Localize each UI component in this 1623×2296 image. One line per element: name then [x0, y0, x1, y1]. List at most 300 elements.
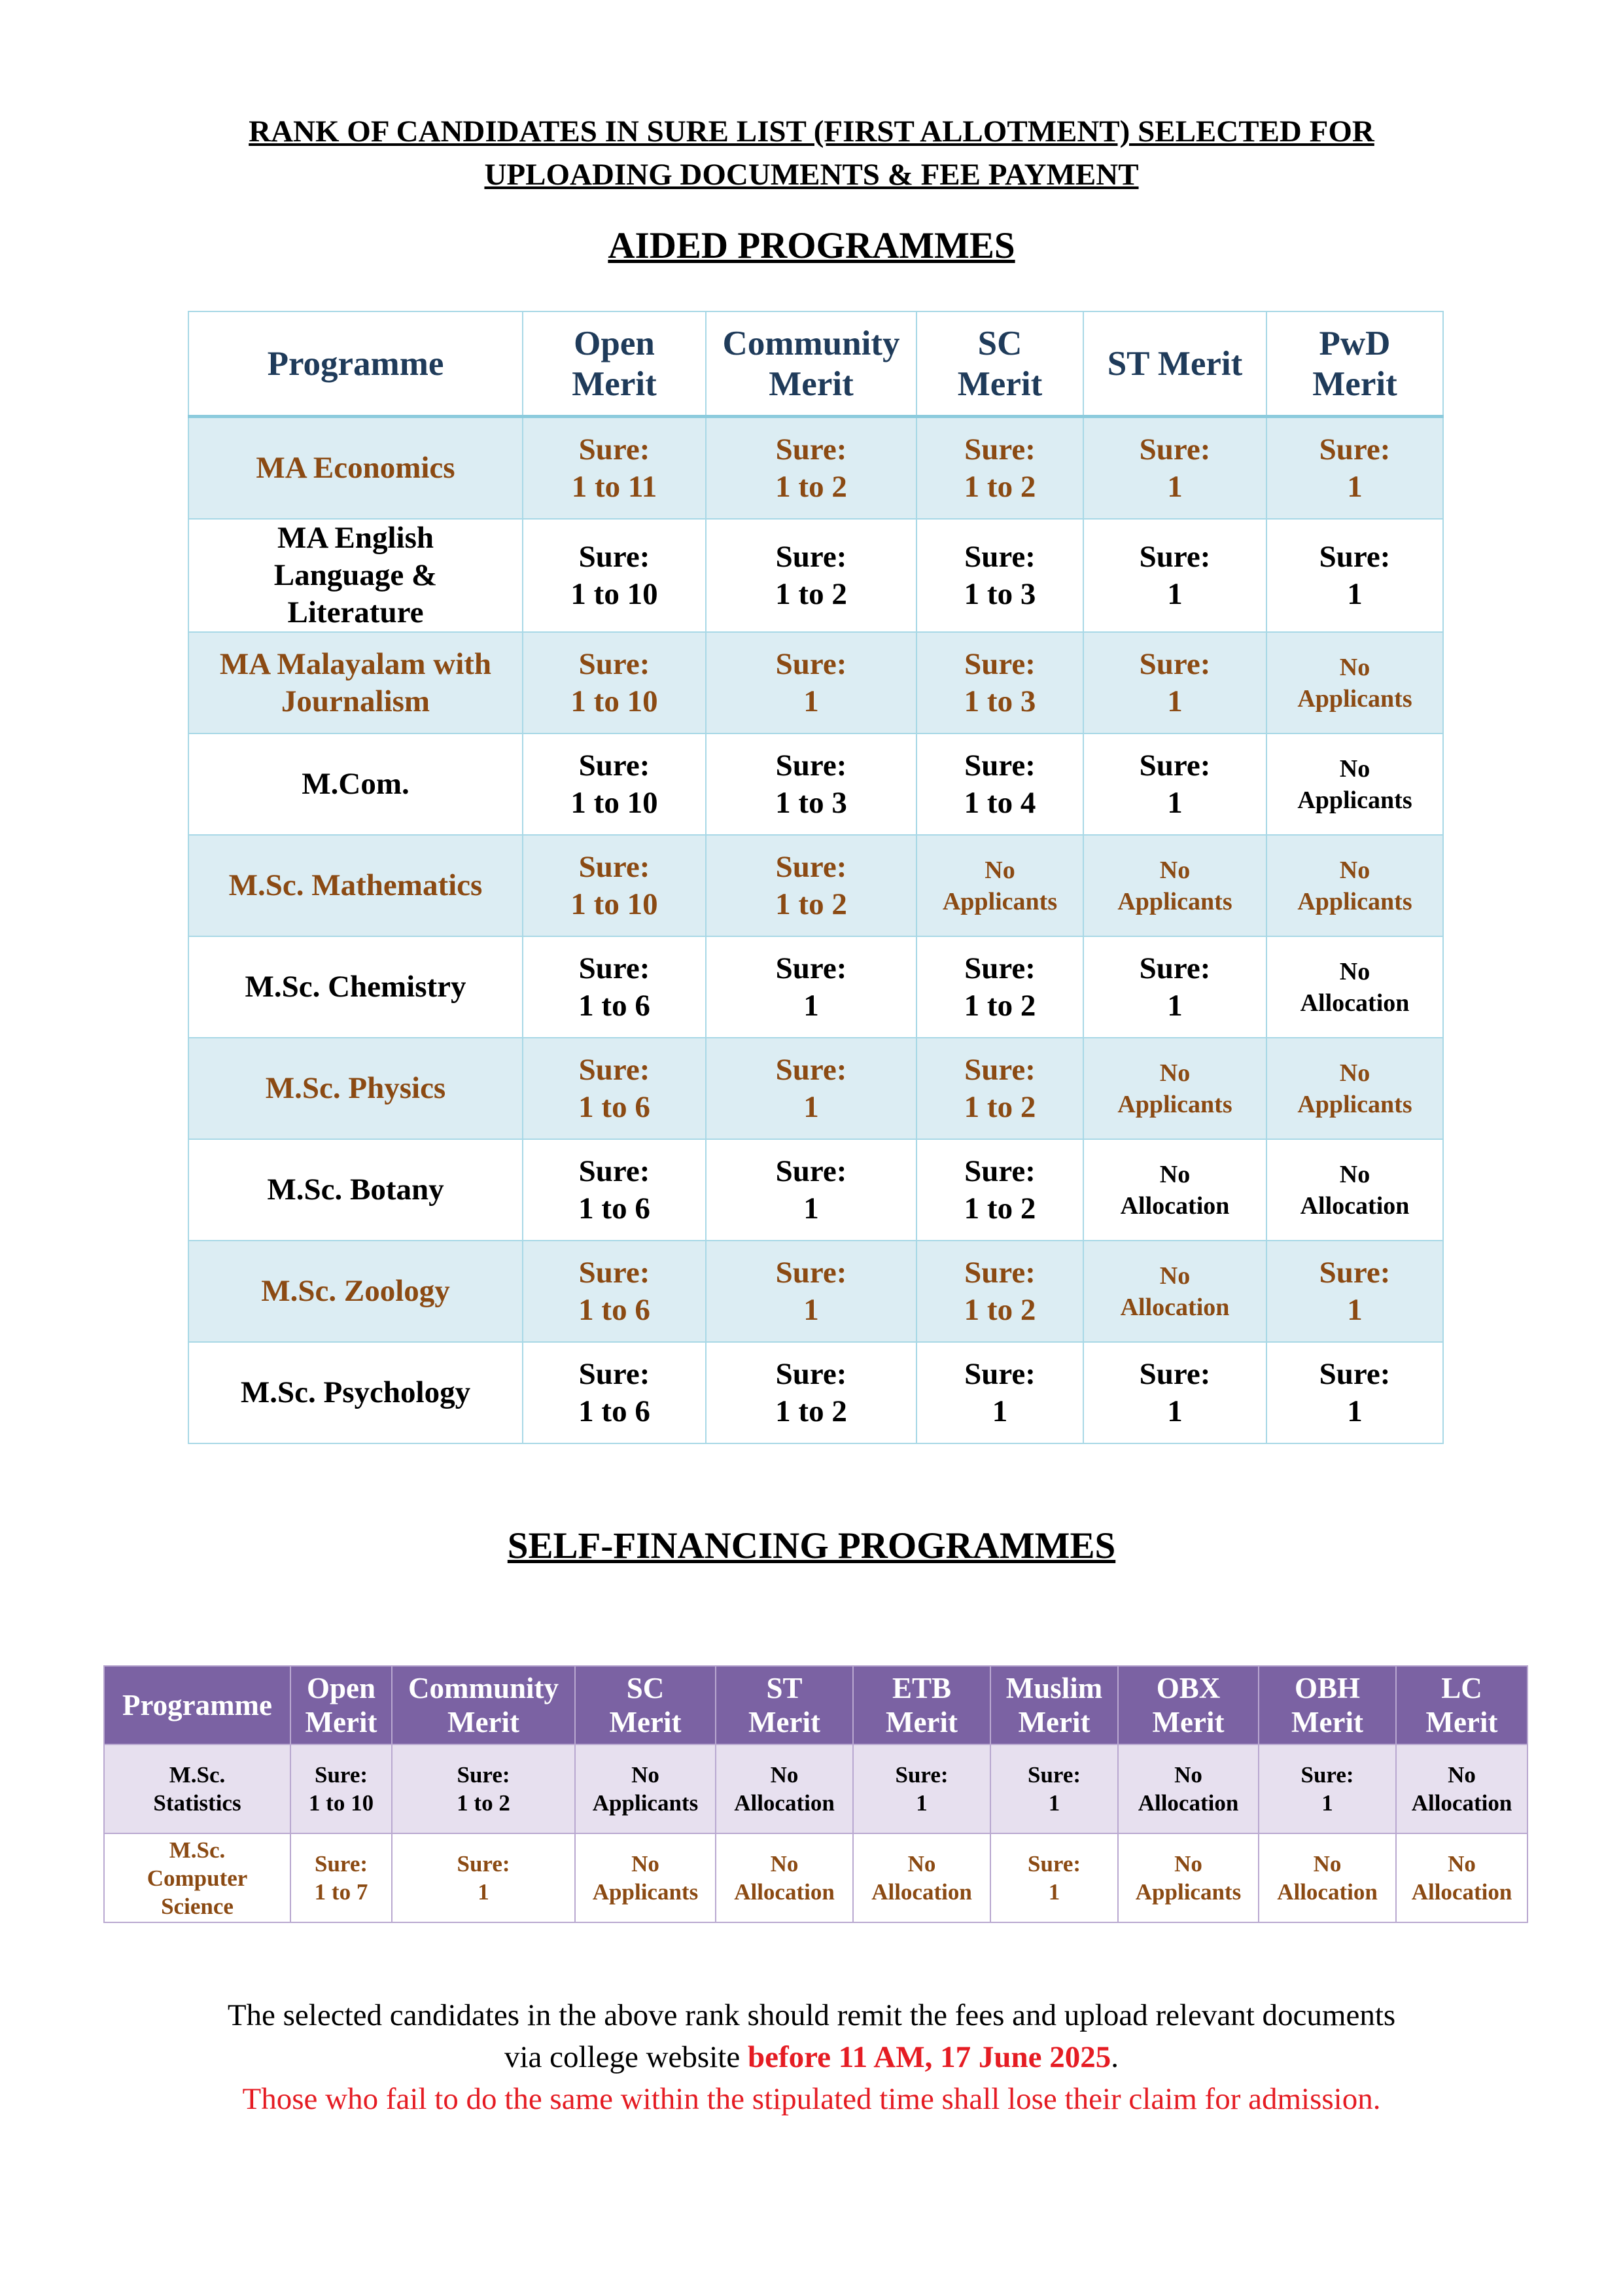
rank-cell	[706, 1038, 916, 1139]
rank-cell	[706, 733, 916, 835]
rank-cell-line: 1 to 2	[964, 988, 1036, 1023]
programme-name-line: Statistics	[153, 1790, 241, 1816]
rank-cell-line: Sure:	[775, 1154, 847, 1188]
rank-cell-line: 1 to 2	[775, 576, 847, 611]
programme-cell	[188, 835, 523, 936]
rank-cell	[853, 1744, 990, 1833]
programme-cell	[104, 1744, 290, 1833]
rank-cell-line: 1	[803, 684, 819, 718]
self-financing-header-row	[104, 1666, 1527, 1744]
programme-cell	[188, 632, 523, 733]
rank-cell-line: Sure:	[1027, 1851, 1081, 1877]
rank-cell-line: Allocation	[1300, 1192, 1410, 1220]
column-header-line: Merit	[1312, 364, 1397, 403]
rank-cell-line: Applicants	[942, 887, 1058, 915]
programme-name-line: M.Sc.	[169, 1837, 226, 1863]
programme-name-line: Language &	[273, 558, 438, 592]
rank-cell-line: No	[1174, 1851, 1202, 1877]
column-header	[1118, 1666, 1259, 1744]
programme-name-line: MA English	[277, 521, 434, 555]
rank-cell	[1396, 1744, 1527, 1833]
rank-cell-line: 1 to 4	[964, 785, 1036, 820]
rank-cell-line: No	[1159, 1059, 1191, 1087]
rank-cell	[916, 835, 1083, 936]
rank-cell-line: Sure:	[578, 748, 650, 783]
rank-cell	[523, 936, 706, 1038]
column-header-line: Merit	[1291, 1706, 1363, 1739]
rank-cell-line: Sure:	[1139, 951, 1211, 985]
column-header-line: Merit	[305, 1706, 377, 1739]
rank-cell	[706, 519, 916, 632]
rank-cell-line: Allocation	[871, 1879, 972, 1905]
column-header-line: SC	[626, 1672, 665, 1704]
rank-cell-line: Sure:	[1319, 539, 1391, 574]
rank-cell	[916, 1241, 1083, 1342]
column-header-line: Open	[306, 1672, 376, 1704]
aided-programmes-table	[188, 311, 1444, 1444]
rank-cell-line: Sure:	[578, 849, 650, 884]
rank-cell-line: Sure:	[578, 1356, 650, 1391]
rank-cell-line: Sure:	[1139, 1356, 1211, 1391]
rank-cell-line: Allocation	[1411, 1790, 1512, 1816]
rank-cell-line: No	[1174, 1762, 1202, 1788]
rank-cell-line: Sure:	[964, 1154, 1036, 1188]
rank-cell	[990, 1744, 1118, 1833]
column-header-line: PwD	[1319, 324, 1391, 362]
aided-section-title: AIDED PROGRAMMES	[608, 225, 1015, 266]
rank-cell-line: Sure:	[578, 1052, 650, 1087]
column-header	[1266, 311, 1443, 417]
rank-cell-line: Sure:	[895, 1762, 949, 1788]
column-header-line: Merit	[748, 1706, 820, 1739]
rank-cell-line: Sure:	[314, 1851, 368, 1877]
rank-cell	[1083, 417, 1266, 520]
rank-cell	[1083, 519, 1266, 632]
rank-cell	[1396, 1833, 1527, 1922]
rank-cell-line: 1 to 2	[964, 1089, 1036, 1124]
rank-cell-line: 1	[1167, 576, 1183, 611]
table-row	[188, 1139, 1443, 1241]
rank-cell	[575, 1833, 716, 1922]
rank-cell-line: 1	[1048, 1879, 1060, 1905]
rank-cell-line: Sure:	[1139, 432, 1211, 467]
rank-cell	[1083, 1241, 1266, 1342]
column-header	[706, 311, 916, 417]
document-title-line-2: UPLOADING DOCUMENTS & FEE PAYMENT	[484, 158, 1139, 192]
rank-cell	[1083, 632, 1266, 733]
rank-cell	[706, 1139, 916, 1241]
rank-cell-line: 1 to 6	[578, 1191, 650, 1226]
rank-cell-line: Sure:	[775, 432, 847, 467]
column-header	[575, 1666, 716, 1744]
rank-cell-line: Applicants	[1297, 786, 1412, 814]
rank-cell-line: Sure:	[314, 1762, 368, 1788]
rank-cell	[1266, 1139, 1443, 1241]
rank-cell	[523, 417, 706, 520]
rank-cell	[716, 1833, 853, 1922]
rank-cell-line: Allocation	[1120, 1293, 1230, 1321]
rank-cell-line: Sure:	[964, 646, 1036, 681]
programme-cell	[188, 1038, 523, 1139]
rank-cell-line: 1	[1048, 1790, 1060, 1816]
rank-cell	[392, 1833, 575, 1922]
rank-cell-line: 1 to 2	[964, 1292, 1036, 1327]
programme-cell	[188, 1342, 523, 1443]
rank-cell	[916, 1342, 1083, 1443]
rank-cell-line: 1	[916, 1790, 928, 1816]
rank-cell-line: Allocation	[1411, 1879, 1512, 1905]
rank-cell	[916, 1139, 1083, 1241]
column-header-line: Merit	[609, 1706, 682, 1739]
rank-cell	[916, 417, 1083, 520]
column-header-line: ST	[766, 1672, 803, 1704]
table-row	[188, 632, 1443, 733]
rank-cell-line: 1 to 10	[570, 684, 658, 718]
rank-cell	[523, 1038, 706, 1139]
rank-cell-line: 1	[1167, 1394, 1183, 1428]
rank-cell-line: Sure:	[964, 1356, 1036, 1391]
rank-cell-line: 1	[1347, 469, 1363, 504]
rank-cell-line: 1 to 2	[775, 1394, 847, 1428]
self-financing-section-title: SELF-FINANCING PROGRAMMES	[507, 1525, 1116, 1566]
rank-cell-line: 1 to 10	[570, 576, 658, 611]
rank-cell-line: Sure:	[964, 748, 1036, 783]
programme-cell	[188, 519, 523, 632]
programme-cell	[188, 1241, 523, 1342]
rank-cell-line: 1 to 6	[578, 1394, 650, 1428]
programme-name-line: M.Sc.	[169, 1762, 226, 1788]
rank-cell	[1266, 519, 1443, 632]
rank-cell	[1266, 1342, 1443, 1443]
column-header-line: Merit	[1425, 1706, 1498, 1739]
rank-cell-line: Sure:	[775, 539, 847, 574]
rank-cell-line: No	[1339, 754, 1370, 783]
rank-cell	[575, 1744, 716, 1833]
rank-cell-line: Applicants	[1135, 1879, 1242, 1905]
rank-cell-line: 1	[1347, 1394, 1363, 1428]
rank-cell	[1083, 936, 1266, 1038]
rank-cell	[392, 1744, 575, 1833]
column-header-line: Programme	[122, 1689, 273, 1722]
column-header-line: Programme	[267, 344, 444, 383]
rank-cell	[1266, 632, 1443, 733]
column-header-line: Community	[722, 324, 900, 362]
table-row	[188, 519, 1443, 632]
rank-cell-line: No	[1448, 1762, 1476, 1788]
programme-cell	[188, 733, 523, 835]
rank-cell-line: Sure:	[775, 748, 847, 783]
rank-cell-line: 1 to 3	[775, 785, 847, 820]
column-header	[523, 311, 706, 417]
rank-cell	[1083, 1038, 1266, 1139]
column-header	[716, 1666, 853, 1744]
rank-cell	[523, 1139, 706, 1241]
rank-cell-line: Applicants	[592, 1879, 699, 1905]
rank-cell-line: Applicants	[1117, 1090, 1232, 1118]
rank-cell	[706, 417, 916, 520]
rank-cell-line: No	[1339, 1059, 1370, 1087]
rank-cell-line: Sure:	[1027, 1762, 1081, 1788]
programme-name-line: M.Sc. Chemistry	[245, 970, 466, 1004]
rank-cell-line: No	[1339, 957, 1370, 985]
aided-header-row	[188, 311, 1443, 417]
column-header-line: OBH	[1294, 1672, 1361, 1704]
column-header-line: LC	[1441, 1672, 1482, 1704]
rank-cell-line: No	[907, 1851, 936, 1877]
programme-name-line: M.Sc. Psychology	[240, 1375, 471, 1409]
rank-cell-line: No	[770, 1762, 799, 1788]
rank-cell-line: 1 to 6	[578, 1089, 650, 1124]
rank-cell-line: Allocation	[1300, 989, 1410, 1017]
rank-cell-line: Sure:	[1300, 1762, 1354, 1788]
table-row	[188, 417, 1443, 520]
rank-cell-line: Applicants	[1117, 887, 1232, 915]
rank-cell	[916, 519, 1083, 632]
programme-name-line: Journalism	[281, 684, 430, 718]
rank-cell	[1259, 1833, 1396, 1922]
column-header-line: Merit	[886, 1706, 958, 1739]
rank-cell-line: No	[770, 1851, 799, 1877]
programme-name-line: M.Sc. Zoology	[261, 1274, 450, 1308]
rank-cell-line: No	[1159, 856, 1191, 884]
rank-cell-line: Sure:	[964, 1255, 1036, 1290]
rank-cell-line: Sure:	[964, 951, 1036, 985]
rank-cell	[1083, 733, 1266, 835]
rank-cell-line: Sure:	[964, 1052, 1036, 1087]
column-header	[990, 1666, 1118, 1744]
programme-name-line: MA Malayalam with	[219, 646, 492, 681]
rank-cell-line: 1 to 3	[964, 684, 1036, 718]
rank-cell	[1266, 1038, 1443, 1139]
column-header-line: Merit	[1152, 1706, 1225, 1739]
column-header	[1259, 1666, 1396, 1744]
rank-cell-line: Applicants	[592, 1790, 699, 1816]
rank-cell-line: No	[631, 1762, 659, 1788]
rank-cell	[523, 632, 706, 733]
rank-cell-line: 1	[803, 1292, 819, 1327]
rank-cell-line: No	[1339, 1160, 1370, 1188]
column-header	[1396, 1666, 1527, 1744]
rank-cell-line: Sure:	[578, 646, 650, 681]
rank-cell-line: 1 to 11	[571, 469, 657, 504]
rank-cell-line: No	[1448, 1851, 1476, 1877]
rank-cell	[1083, 835, 1266, 936]
rank-cell-line: Allocation	[734, 1879, 835, 1905]
rank-cell-line: Sure:	[775, 646, 847, 681]
rank-cell-line: Sure:	[578, 1255, 650, 1290]
rank-cell	[853, 1833, 990, 1922]
rank-cell-line: 1	[1321, 1790, 1333, 1816]
column-header	[188, 311, 523, 417]
rank-cell-line: Sure:	[1139, 646, 1211, 681]
table-row	[104, 1833, 1527, 1922]
rank-cell	[716, 1744, 853, 1833]
rank-cell-line: Sure:	[775, 1052, 847, 1087]
rank-cell-line: Sure:	[775, 951, 847, 985]
footer-suffix: .	[1111, 2040, 1119, 2074]
programme-cell	[104, 1833, 290, 1922]
rank-cell-line: Sure:	[1139, 748, 1211, 783]
rank-cell	[990, 1833, 1118, 1922]
rank-cell	[1259, 1744, 1396, 1833]
programme-cell	[188, 417, 523, 520]
table-row	[188, 936, 1443, 1038]
rank-cell-line: Sure:	[578, 1154, 650, 1188]
rank-cell-line: 1 to 10	[570, 887, 658, 921]
footer-warning: Those who fail to do the same within the stipulated time shall lose their claim for admission.	[242, 2082, 1381, 2116]
rank-cell-line: 1 to 2	[775, 887, 847, 921]
column-header-line: ST Merit	[1107, 344, 1243, 383]
programme-name-line: Literature	[287, 595, 424, 629]
rank-cell-line: No	[1339, 653, 1370, 681]
column-header-line: Muslim	[1005, 1672, 1103, 1704]
column-header-line: ETB	[892, 1672, 952, 1704]
rank-cell-line: Applicants	[1297, 684, 1412, 713]
rank-cell	[1266, 936, 1443, 1038]
rank-cell-line: 1 to 6	[578, 988, 650, 1023]
rank-cell	[523, 835, 706, 936]
rank-cell-line: Sure:	[1139, 539, 1211, 574]
rank-cell	[1266, 1241, 1443, 1342]
document-title-line-1: RANK OF CANDIDATES IN SURE LIST (FIRST ALLOTMENT) SELECTED FOR	[249, 115, 1374, 149]
rank-cell-line: No	[1159, 1160, 1191, 1188]
rank-cell	[1118, 1833, 1259, 1922]
column-header-line: Merit	[447, 1706, 519, 1739]
column-header-line: Merit	[572, 364, 657, 403]
rank-cell-line: Allocation	[1138, 1790, 1239, 1816]
rank-cell-line: Allocation	[1120, 1192, 1230, 1220]
rank-cell-line: Applicants	[1297, 887, 1412, 915]
rank-cell-line: No	[1159, 1262, 1191, 1290]
rank-cell	[523, 1342, 706, 1443]
self-financing-programmes-table	[103, 1665, 1528, 1923]
table-row	[188, 733, 1443, 835]
programme-name-line: Science	[161, 1893, 234, 1919]
table-row	[188, 1241, 1443, 1342]
rank-cell	[706, 1241, 916, 1342]
rank-cell-line: 1 to 2	[964, 469, 1036, 504]
table-row	[188, 835, 1443, 936]
programme-name-line: M.Sc. Botany	[267, 1173, 444, 1207]
rank-cell	[523, 1241, 706, 1342]
rank-cell	[1083, 1342, 1266, 1443]
column-header-line: Community	[408, 1672, 559, 1704]
rank-cell	[523, 519, 706, 632]
rank-cell-line: Allocation	[1277, 1879, 1378, 1905]
rank-cell	[916, 632, 1083, 733]
document-title	[0, 110, 1623, 196]
rank-cell	[290, 1833, 392, 1922]
rank-cell-line: 1 to 10	[570, 785, 658, 820]
programme-name-line: M.Sc. Mathematics	[228, 868, 483, 902]
column-header	[916, 311, 1083, 417]
column-header-line: OBX	[1156, 1672, 1221, 1704]
rank-cell-line: Sure:	[1319, 1255, 1391, 1290]
table-row	[104, 1744, 1527, 1833]
rank-cell-line: Sure:	[964, 539, 1036, 574]
rank-cell-line: 1	[1167, 988, 1183, 1023]
rank-cell-line: 1	[1167, 684, 1183, 718]
rank-cell	[706, 1342, 916, 1443]
footer-prefix: via college website	[504, 2040, 748, 2074]
rank-cell-line: Applicants	[1297, 1090, 1412, 1118]
table-row	[188, 1038, 1443, 1139]
rank-cell-line: Sure:	[775, 1356, 847, 1391]
column-header-line: Merit	[957, 364, 1043, 403]
rank-cell-line: 1 to 2	[457, 1790, 510, 1816]
rank-cell-line: 1	[478, 1879, 489, 1905]
rank-cell-line: Sure:	[1319, 432, 1391, 467]
column-header	[392, 1666, 575, 1744]
rank-cell-line: Sure:	[1319, 1356, 1391, 1391]
column-header	[290, 1666, 392, 1744]
programme-cell	[188, 936, 523, 1038]
column-header-line: Merit	[1018, 1706, 1091, 1739]
rank-cell-line: Sure:	[578, 539, 650, 574]
rank-cell-line: Allocation	[734, 1790, 835, 1816]
column-header	[1083, 311, 1266, 417]
rank-cell	[916, 733, 1083, 835]
rank-cell-line: Sure:	[964, 432, 1036, 467]
rank-cell-line: No	[1313, 1851, 1342, 1877]
rank-cell-line: 1	[803, 988, 819, 1023]
programme-name-line: Computer	[147, 1865, 248, 1891]
rank-cell	[706, 632, 916, 733]
column-header-line: SC	[977, 324, 1022, 362]
table-row	[188, 1342, 1443, 1443]
column-header	[104, 1666, 290, 1744]
rank-cell-line: 1 to 7	[314, 1879, 368, 1905]
rank-cell-line: 1	[1167, 469, 1183, 504]
rank-cell-line: 1	[992, 1394, 1008, 1428]
rank-cell-line: Sure:	[775, 1255, 847, 1290]
rank-cell-line: No	[631, 1851, 659, 1877]
programme-name-line: M.Com.	[302, 767, 410, 801]
rank-cell-line: 1	[803, 1191, 819, 1226]
column-header-line: Merit	[769, 364, 854, 403]
footer-instruction-line-1: The selected candidates in the above rank should remit the fees and upload relevant documents	[227, 1998, 1396, 2032]
rank-cell-line: 1	[803, 1089, 819, 1124]
programme-name-line: MA Economics	[256, 451, 455, 485]
rank-cell	[523, 733, 706, 835]
footer-deadline: before 11 AM, 17 June 2025	[747, 2040, 1111, 2074]
rank-cell-line: Sure:	[775, 849, 847, 884]
rank-cell-line: No	[985, 856, 1015, 884]
rank-cell-line: 1	[1347, 576, 1363, 611]
programme-name-line: M.Sc. Physics	[265, 1071, 446, 1105]
rank-cell-line: 1 to 2	[775, 469, 847, 504]
rank-cell-line: 1	[1167, 785, 1183, 820]
rank-cell-line: Sure:	[457, 1762, 510, 1788]
column-header-line: Open	[574, 324, 655, 362]
rank-cell	[1266, 733, 1443, 835]
rank-cell-line: Sure:	[457, 1851, 510, 1877]
rank-cell	[1266, 417, 1443, 520]
rank-cell	[706, 835, 916, 936]
rank-cell	[290, 1744, 392, 1833]
rank-cell	[916, 936, 1083, 1038]
rank-cell	[1266, 835, 1443, 936]
footer-instruction-line-2	[0, 2036, 1623, 2078]
rank-cell	[706, 936, 916, 1038]
rank-cell-line: Sure:	[578, 432, 650, 467]
programme-cell	[188, 1139, 523, 1241]
rank-cell-line: 1 to 6	[578, 1292, 650, 1327]
rank-cell-line: 1 to 2	[964, 1191, 1036, 1226]
rank-cell-line: No	[1339, 856, 1370, 884]
rank-cell-line: 1 to 10	[308, 1790, 374, 1816]
rank-cell-line: Sure:	[578, 951, 650, 985]
